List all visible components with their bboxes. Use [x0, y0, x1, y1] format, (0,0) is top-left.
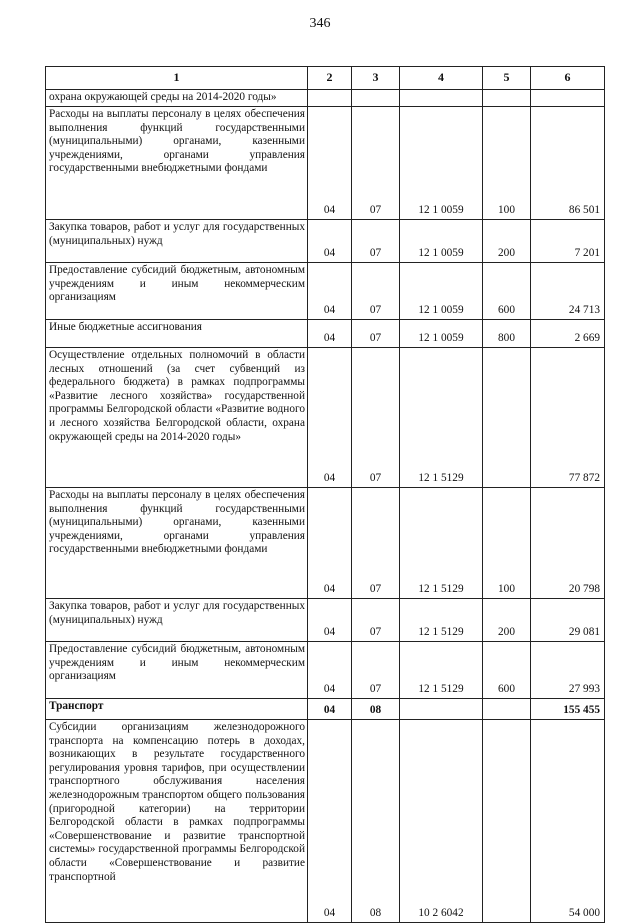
row-subsection: 07 — [352, 107, 400, 220]
header-col-5: 5 — [483, 67, 531, 90]
row-expense-type: 200 — [483, 599, 531, 642]
header-col-4: 4 — [400, 67, 483, 90]
row-expense-type — [483, 699, 531, 720]
row-expense-type: 100 — [483, 488, 531, 599]
row-description: Субсидии организациям железнодорожного транспорта на компенсацию потерь в доходах, возникающих в результате государственного регулирования уровня тарифов, при осуществлении транспортного обслуживания населения железнодорожным транспортом общего пользования (пригородной категории) на территории Белгородской области в рамках подпрограммы «Совершенствование и развитие транспортной системы» государственной программы Белгородской области «Совершенствование и развитие транспортной — [46, 720, 308, 923]
row-section: 04 — [308, 488, 352, 599]
row-section: 04 — [308, 348, 352, 488]
row-section: 04 — [308, 107, 352, 220]
row-description: Осуществление отдельных полномочий в области лесных отношений (за счет субвенций из федерального бюджета) в рамках подпрограммы «Развитие лесного хозяйства» государственной программы Белгородской области «Развитие водного и лесного хозяйства Белгородской области, охрана окружающей среды на 2014-2020 годы» — [46, 348, 308, 488]
row-description: Закупка товаров, работ и услуг для государственных (муниципальных) нужд — [46, 599, 308, 642]
row-description: Предоставление субсидий бюджетным, автономным учреждениям и иным некоммерческим организациям — [46, 263, 308, 320]
header-col-1: 1 — [46, 67, 308, 90]
row-amount: 27 993 — [531, 642, 605, 699]
row-target-code: 10 2 6042 — [400, 720, 483, 923]
row-expense-type: 600 — [483, 263, 531, 320]
row-section: 04 — [308, 720, 352, 923]
table-row — [46, 263, 605, 320]
row-amount — [531, 90, 605, 107]
header-col-2: 2 — [308, 67, 352, 90]
row-amount: 2 669 — [531, 320, 605, 348]
row-section: 04 — [308, 642, 352, 699]
row-description: Расходы на выплаты персоналу в целях обеспечения выполнения функций государственными (муниципальными) органами, казенными учреждениями, органами управления государственными внебюджетными фондами — [46, 107, 308, 220]
header-col-3: 3 — [352, 67, 400, 90]
row-amount: 20 798 — [531, 488, 605, 599]
row-expense-type — [483, 90, 531, 107]
row-expense-type: 800 — [483, 320, 531, 348]
row-target-code: 12 1 0059 — [400, 263, 483, 320]
row-section: 04 — [308, 699, 352, 720]
row-expense-type: 100 — [483, 107, 531, 220]
row-target-code: 12 1 5129 — [400, 348, 483, 488]
row-target-code: 12 1 5129 — [400, 488, 483, 599]
table-row — [46, 720, 605, 923]
row-description: Иные бюджетные ассигнования — [46, 320, 308, 348]
row-amount: 54 000 — [531, 720, 605, 923]
row-section: 04 — [308, 320, 352, 348]
table-row — [46, 320, 605, 348]
row-amount: 29 081 — [531, 599, 605, 642]
row-subsection: 07 — [352, 488, 400, 599]
row-section — [308, 90, 352, 107]
row-amount: 7 201 — [531, 220, 605, 263]
table-row — [46, 599, 605, 642]
row-section: 04 — [308, 599, 352, 642]
row-target-code: 12 1 5129 — [400, 642, 483, 699]
row-subsection: 08 — [352, 699, 400, 720]
row-subsection: 07 — [352, 348, 400, 488]
row-expense-type — [483, 348, 531, 488]
table-row-transport-total — [46, 699, 605, 720]
table-row — [46, 642, 605, 699]
row-target-code — [400, 90, 483, 107]
table-row — [46, 107, 605, 220]
row-target-code: 12 1 0059 — [400, 320, 483, 348]
table-row — [46, 488, 605, 599]
row-amount: 77 872 — [531, 348, 605, 488]
table-row — [46, 90, 605, 107]
row-amount: 155 455 — [531, 699, 605, 720]
row-subsection: 07 — [352, 599, 400, 642]
page-number: 346 — [309, 16, 331, 31]
row-expense-type: 600 — [483, 642, 531, 699]
row-expense-type — [483, 720, 531, 923]
row-subsection: 07 — [352, 320, 400, 348]
header-col-6: 6 — [531, 67, 605, 90]
row-section: 04 — [308, 263, 352, 320]
row-subsection: 07 — [352, 263, 400, 320]
table-row — [46, 348, 605, 488]
row-description: охрана окружающей среды на 2014-2020 годы» — [46, 90, 308, 107]
row-description: Закупка товаров, работ и услуг для государственных (муниципальных) нужд — [46, 220, 308, 263]
row-amount: 86 501 — [531, 107, 605, 220]
row-subsection: 08 — [352, 720, 400, 923]
budget-table — [45, 66, 605, 923]
row-description: Расходы на выплаты персоналу в целях обеспечения выполнения функций государственными (муниципальными) органами, казенными учреждениями, органами управления государственными внебюджетными фондами — [46, 488, 308, 599]
row-section: 04 — [308, 220, 352, 263]
row-description: Предоставление субсидий бюджетным, автономным учреждениям и иным некоммерческим организациям — [46, 642, 308, 699]
row-expense-type: 200 — [483, 220, 531, 263]
row-target-code — [400, 699, 483, 720]
row-subsection: 07 — [352, 220, 400, 263]
row-target-code: 12 1 5129 — [400, 599, 483, 642]
row-description: Транспорт — [46, 699, 308, 720]
table-header-row — [46, 67, 605, 90]
row-subsection — [352, 90, 400, 107]
row-target-code: 12 1 0059 — [400, 107, 483, 220]
row-amount: 24 713 — [531, 263, 605, 320]
table-row — [46, 220, 605, 263]
row-target-code: 12 1 0059 — [400, 220, 483, 263]
row-subsection: 07 — [352, 642, 400, 699]
